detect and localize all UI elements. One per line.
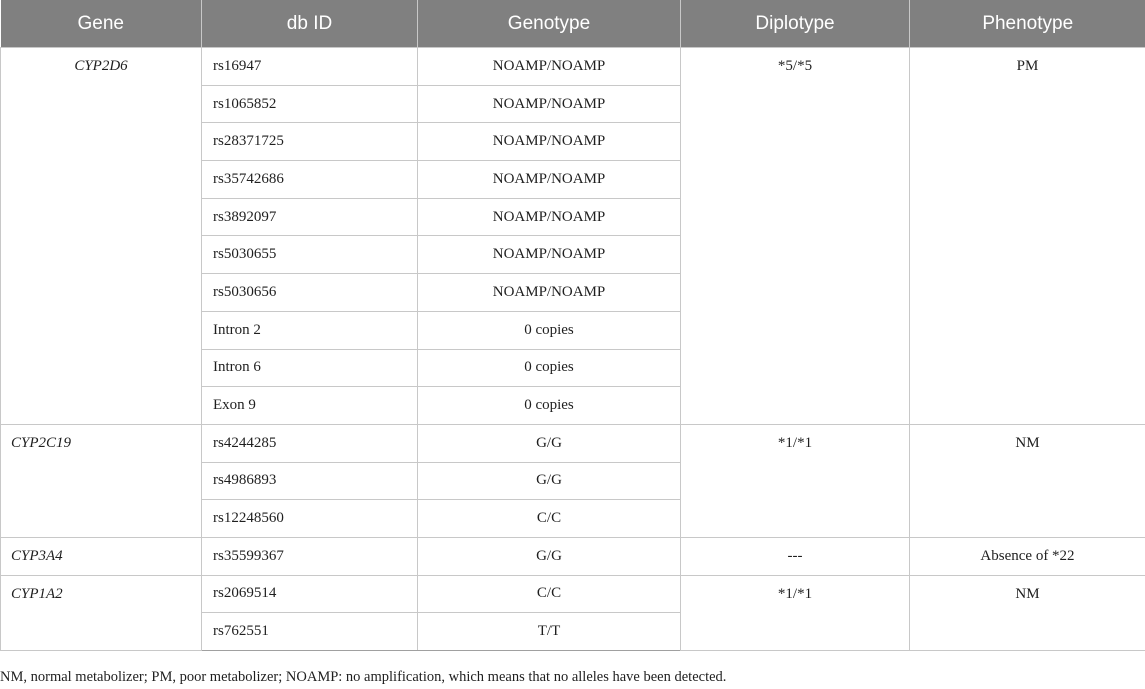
table-footnote: NM, normal metabolizer; PM, poor metabolizer; NOAMP: no amplification, which means that no alleles have been detected. — [0, 669, 727, 685]
genotype-cell: NOAMP/NOAMP — [418, 161, 681, 199]
header-phenotype: Phenotype — [910, 0, 1145, 48]
db-id-cell: rs3892097 — [202, 198, 418, 236]
table-row — [1, 575, 1145, 613]
genotype-cell: T/T — [418, 613, 681, 651]
genotype-cell: 0 copies — [418, 349, 681, 387]
gene-cell: CYP1A2 — [1, 575, 202, 650]
header-row — [1, 0, 1145, 48]
genotype-cell: C/C — [418, 575, 681, 613]
db-id-cell: rs35599367 — [202, 537, 418, 575]
genotype-cell: NOAMP/NOAMP — [418, 198, 681, 236]
diplotype-cell: *1/*1 — [681, 424, 910, 537]
genotype-cell: NOAMP/NOAMP — [418, 123, 681, 161]
table-row — [1, 48, 1145, 86]
genotype-cell: C/C — [418, 500, 681, 538]
table-row — [1, 424, 1145, 462]
gene-cell: CYP2C19 — [1, 424, 202, 537]
gene-cell: CYP3A4 — [1, 537, 202, 575]
db-id-cell: Intron 2 — [202, 311, 418, 349]
db-id-cell: Intron 6 — [202, 349, 418, 387]
db-id-cell: rs762551 — [202, 613, 418, 651]
db-id-cell: rs4244285 — [202, 424, 418, 462]
table-row — [1, 537, 1145, 575]
header-diplotype: Diplotype — [681, 0, 910, 48]
db-id-cell: rs12248560 — [202, 500, 418, 538]
db-id-cell: rs16947 — [202, 48, 418, 86]
genotype-cell: 0 copies — [418, 311, 681, 349]
db-id-cell: Exon 9 — [202, 387, 418, 425]
diplotype-cell: *5/*5 — [681, 48, 910, 425]
genotype-cell: NOAMP/NOAMP — [418, 85, 681, 123]
phenotype-cell: Absence of *22 — [910, 537, 1145, 575]
db-id-cell: rs28371725 — [202, 123, 418, 161]
header-genotype: Genotype — [418, 0, 681, 48]
phenotype-cell: PM — [910, 48, 1145, 425]
db-id-cell: rs2069514 — [202, 575, 418, 613]
diplotype-cell: *1/*1 — [681, 575, 910, 650]
genotype-cell: NOAMP/NOAMP — [418, 274, 681, 312]
phenotype-cell: NM — [910, 424, 1145, 537]
db-id-cell: rs1065852 — [202, 85, 418, 123]
genotype-cell: 0 copies — [418, 387, 681, 425]
header-db-id: db ID — [202, 0, 418, 48]
db-id-cell: rs5030656 — [202, 274, 418, 312]
db-id-cell: rs35742686 — [202, 161, 418, 199]
genotype-cell: NOAMP/NOAMP — [418, 236, 681, 274]
genotype-cell: G/G — [418, 537, 681, 575]
gene-cell: CYP2D6 — [1, 48, 202, 425]
genotype-cell: G/G — [418, 462, 681, 500]
genotype-cell: NOAMP/NOAMP — [418, 48, 681, 86]
diplotype-cell: --- — [681, 537, 910, 575]
db-id-cell: rs5030655 — [202, 236, 418, 274]
db-id-cell: rs4986893 — [202, 462, 418, 500]
phenotype-cell: NM — [910, 575, 1145, 650]
genotype-cell: G/G — [418, 424, 681, 462]
header-gene: Gene — [1, 0, 202, 48]
